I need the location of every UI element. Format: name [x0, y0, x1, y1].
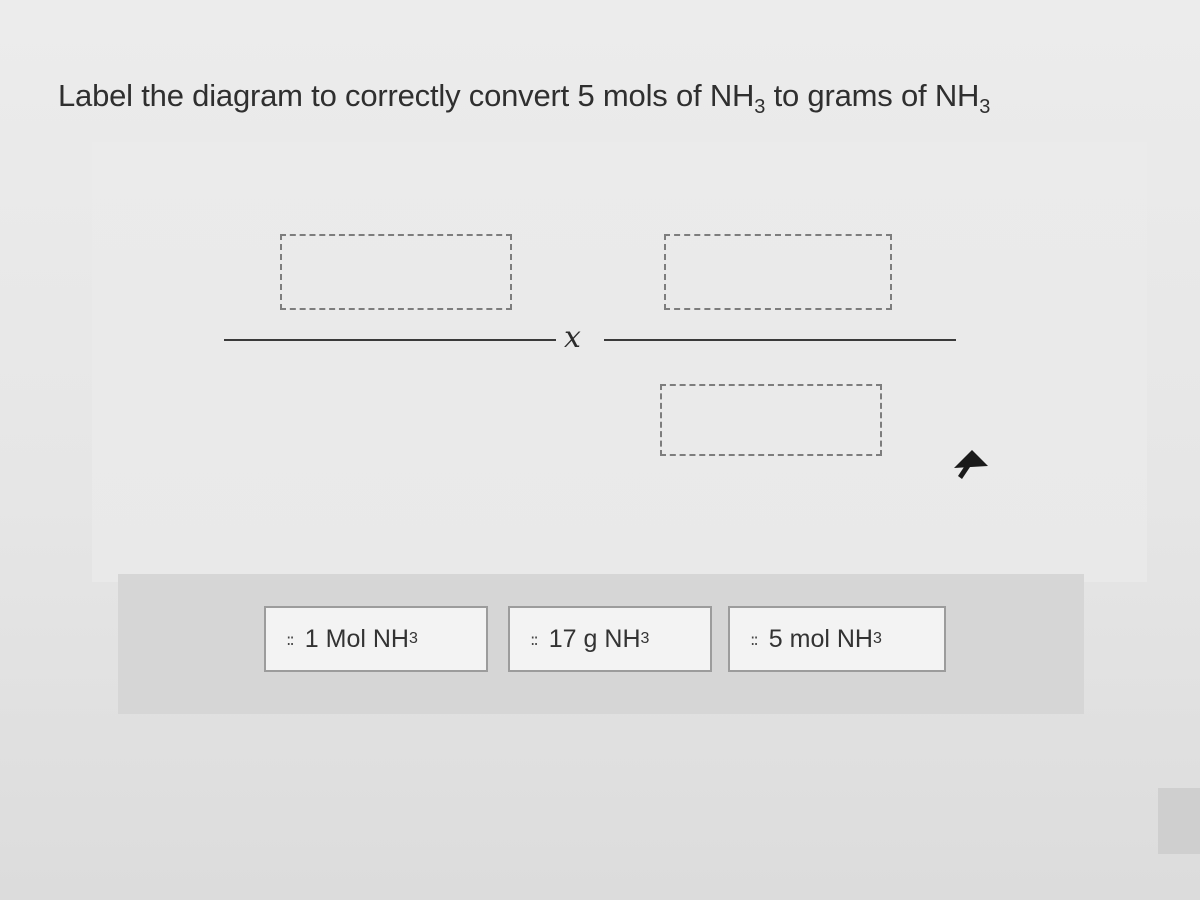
question-prompt: [58, 78, 990, 119]
tile-subscript: 3: [872, 630, 882, 647]
draggable-tile-5-mol-nh3[interactable]: [728, 606, 946, 672]
fraction-bar-right: [604, 339, 956, 341]
drop-slot-numerator-right[interactable]: [664, 234, 892, 310]
prompt-text-start: Label the diagram to correctly convert 5 mols of NH: [58, 78, 755, 113]
background-edge: [1158, 788, 1200, 854]
draggable-tile-1-mol-nh3[interactable]: [264, 606, 488, 672]
drop-slot-denominator-right[interactable]: [660, 384, 882, 456]
prompt-subscript-2: 3: [979, 96, 991, 119]
mouse-pointer-icon: [952, 446, 992, 486]
drop-slot-numerator-left[interactable]: [280, 234, 512, 310]
tile-subscript: 3: [640, 630, 650, 647]
draggable-tile-17-g-nh3[interactable]: [508, 606, 712, 672]
multiply-operator: x: [564, 320, 581, 355]
tile-label: 17 g NH: [548, 624, 641, 653]
drag-handle-icon: ::: [286, 629, 293, 649]
tile-subscript: 3: [408, 630, 418, 647]
tile-label: 1 Mol NH: [304, 624, 409, 653]
drag-handle-icon: ::: [530, 629, 537, 649]
diagram-area: [92, 142, 1147, 582]
fraction-bar-left: [224, 339, 556, 341]
drag-handle-icon: ::: [750, 629, 757, 649]
prompt-text-middle: to grams of NH: [765, 78, 980, 113]
prompt-subscript-1: 3: [754, 96, 766, 119]
answer-tray: [118, 574, 1084, 714]
tile-label: 5 mol NH: [768, 624, 873, 653]
